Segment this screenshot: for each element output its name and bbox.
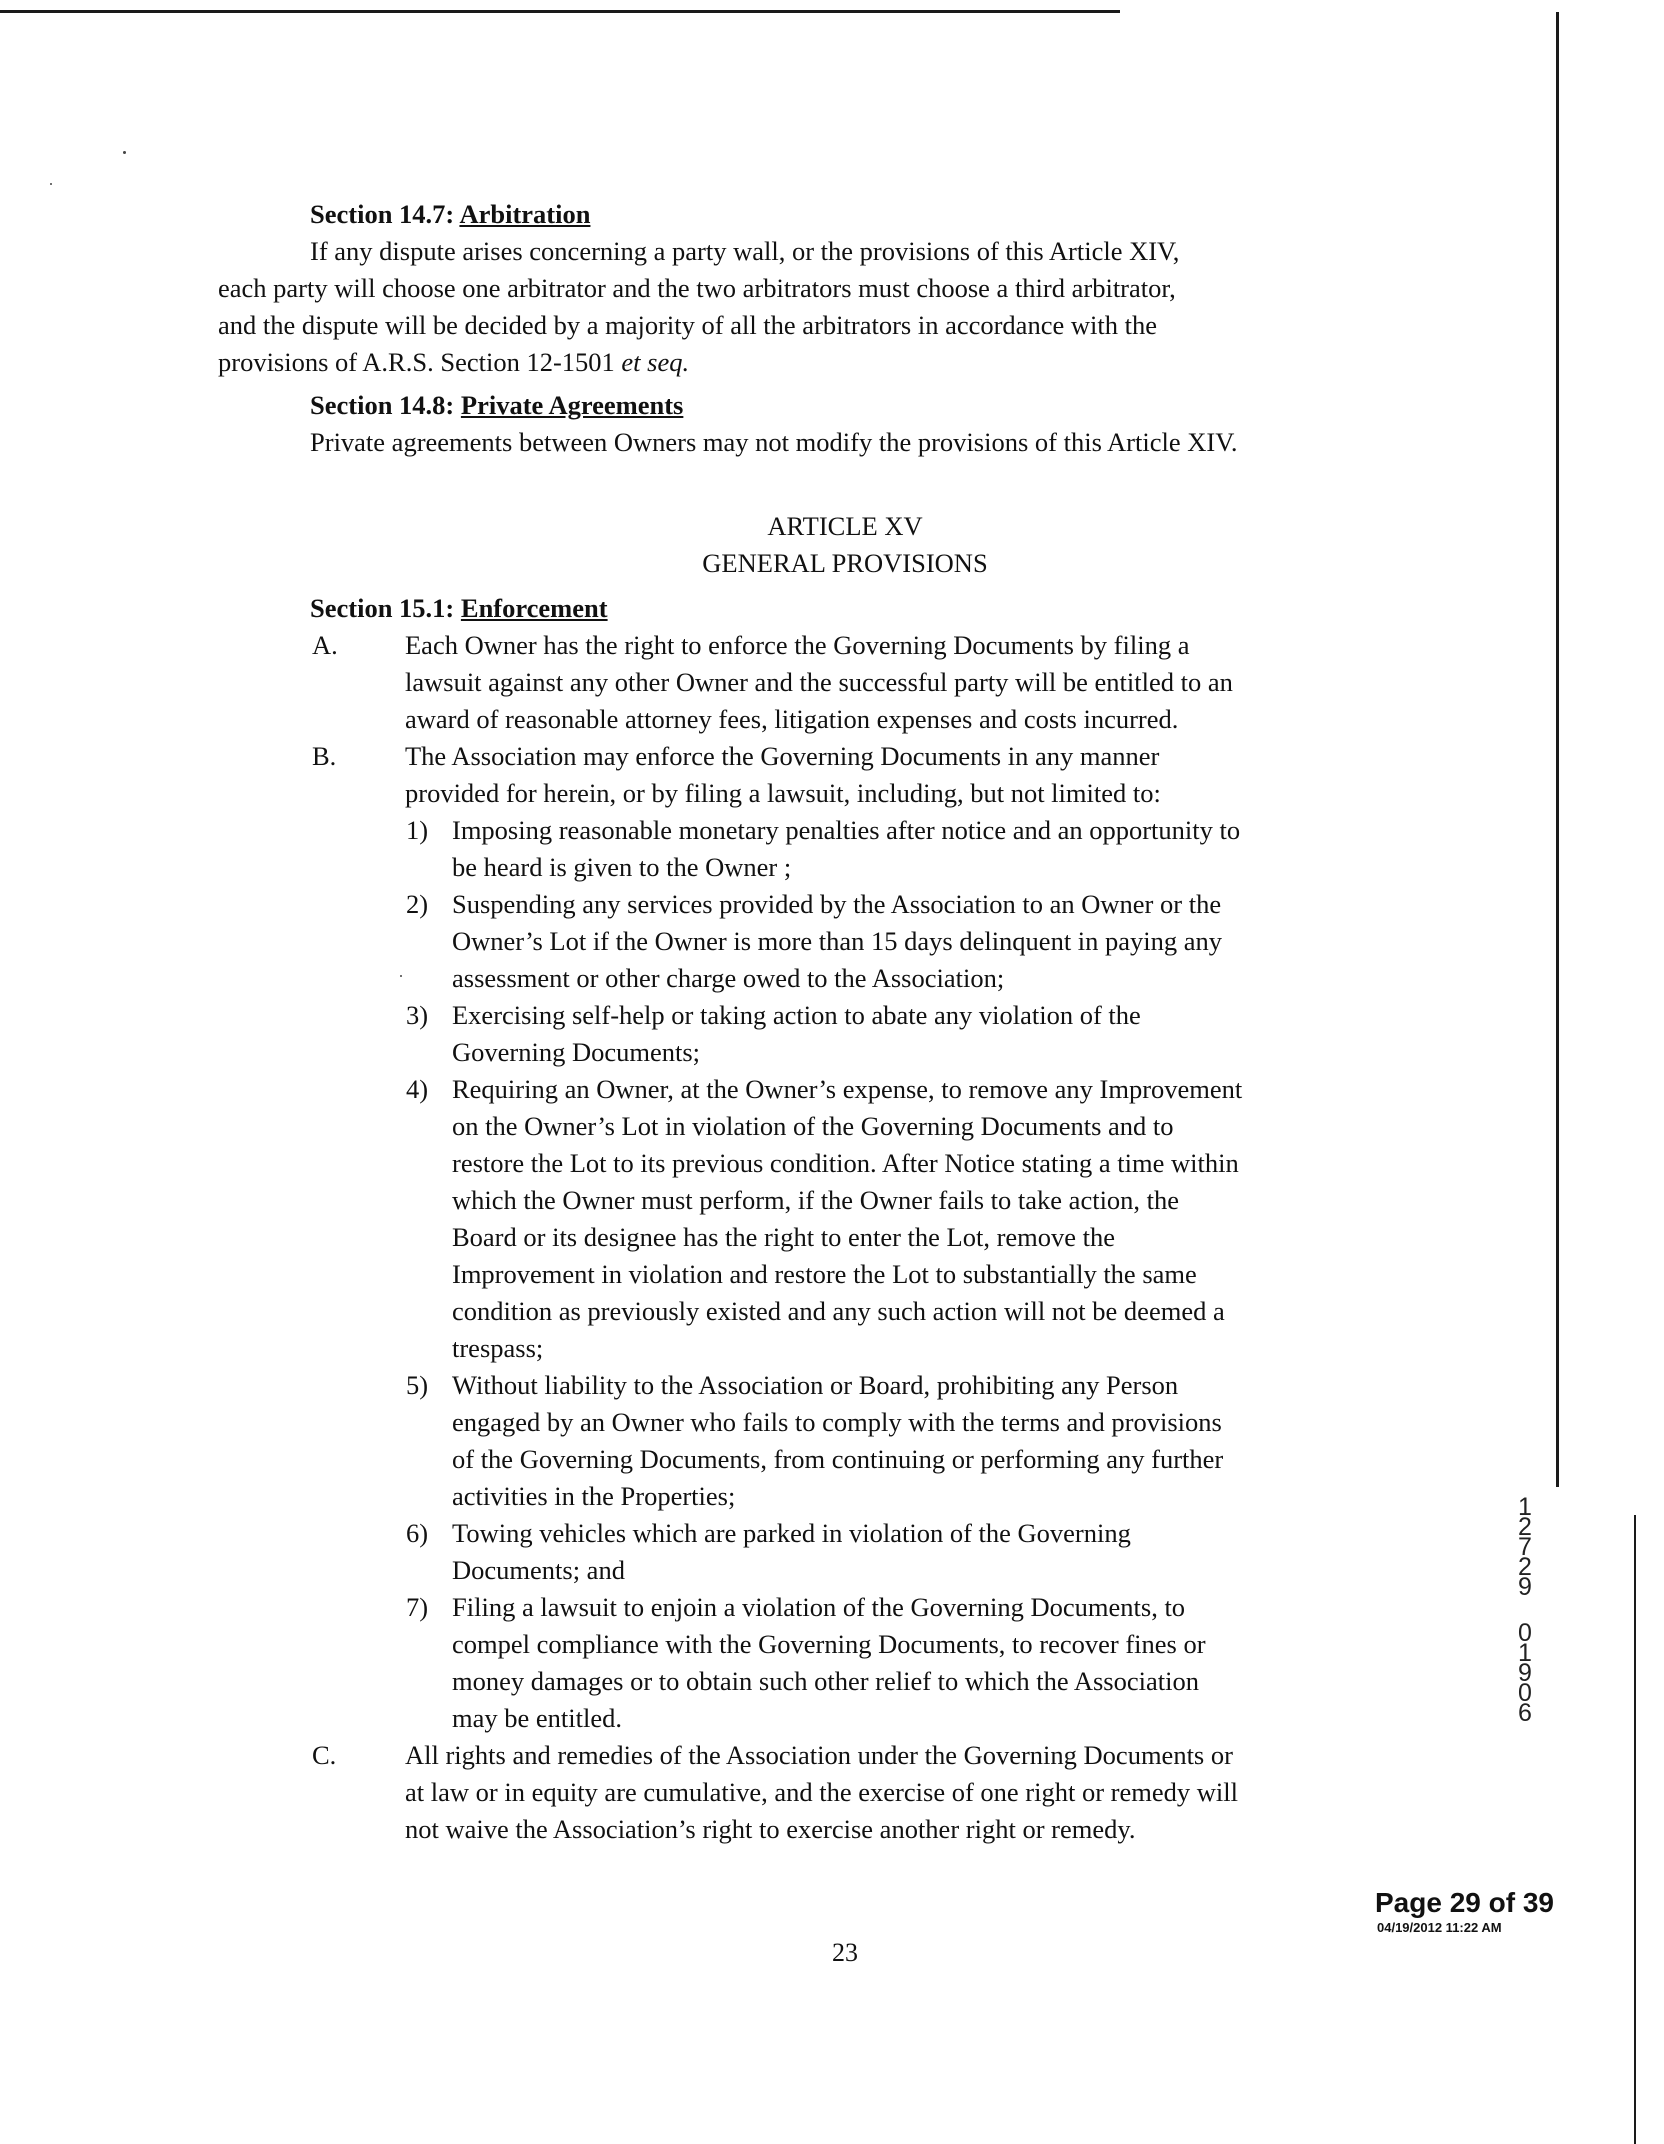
list-item — [452, 1367, 1223, 1515]
list-item-line: Filing a lawsuit to enjoin a violation of the Governing Documents, to — [452, 1592, 1186, 1622]
right-edge-rule — [1556, 12, 1559, 1487]
para-b-text — [405, 738, 1161, 812]
recording-digit: 7 — [1518, 1533, 1532, 1561]
top-rule — [0, 10, 1120, 13]
section-14-7-body-line: and the dispute will be decided by a majority of all the arbitrators in accordance with the — [218, 310, 1157, 340]
list-item-marker: 5) — [406, 1370, 429, 1400]
list-item-line: Towing vehicles which are parked in violation of the Governing — [452, 1518, 1131, 1548]
list-item-line: Board or its designee has the right to enter the Lot, remove the — [452, 1222, 1116, 1252]
recording-digit: 9 — [1518, 1573, 1532, 1601]
para-b-line: The Association may enforce the Governing Documents in any manner — [405, 741, 1160, 771]
recording-digit: 6 — [1518, 1699, 1532, 1727]
section-number: Section 14.7: — [310, 199, 455, 229]
section-14-7-italic-term: et seq. — [621, 347, 690, 377]
para-b-line: provided for herein, or by filing a lawsuit, including, but not limited to: — [405, 778, 1161, 808]
list-item-marker: 2) — [406, 889, 429, 919]
list-item-line: engaged by an Owner who fails to comply with the terms and provisions — [452, 1407, 1222, 1437]
section-title: Enforcement — [460, 593, 608, 623]
list-item-line: Improvement in violation and restore the Lot to substantially the same — [452, 1259, 1197, 1289]
scan-speck — [123, 151, 126, 154]
page-number: 23 — [832, 1938, 858, 1967]
para-a-marker: A. — [312, 630, 338, 660]
scan-speck — [50, 183, 52, 185]
list-item-line: Without liability to the Association or Board, prohibiting any Person — [452, 1370, 1179, 1400]
recording-digit: 0 — [1518, 1619, 1532, 1647]
list-item-line: Documents; and — [452, 1555, 625, 1585]
list-item-marker: 4) — [406, 1074, 429, 1104]
list-item — [452, 1515, 1131, 1589]
section-15-1-heading — [310, 590, 608, 627]
list-item-line: trespass; — [452, 1333, 544, 1363]
article-number: ARTICLE XV — [767, 511, 923, 541]
section-14-7-last-line-text: provisions of A.R.S. Section 12-1501 — [218, 347, 622, 377]
list-item-marker: 3) — [406, 1000, 429, 1030]
list-item-marker: 6) — [406, 1518, 429, 1548]
list-item-line: Governing Documents; — [452, 1037, 701, 1067]
recording-number — [1510, 1493, 1540, 1727]
recording-digit: 9 — [1518, 1659, 1532, 1687]
para-a-text — [405, 627, 1233, 738]
list-item-line: Exercising self-help or taking action to abate any violation of the — [452, 1000, 1141, 1030]
recording-digit: 2 — [1518, 1553, 1532, 1581]
section-title: Private Agreements — [460, 390, 684, 420]
list-item-line: Imposing reasonable monetary penalties after notice and an opportunity to — [452, 815, 1241, 845]
list-item — [452, 1589, 1206, 1737]
recording-digit: 2 — [1518, 1513, 1532, 1541]
list-item-line: Suspending any services provided by the Association to an Owner or the — [452, 889, 1222, 919]
list-item-marker: 1) — [406, 815, 429, 845]
section-14-8-heading — [310, 387, 683, 424]
list-item — [452, 997, 1141, 1071]
list-item-line: money damages or to obtain such other relief to which the Association — [452, 1666, 1199, 1696]
para-c-line: not waive the Association’s right to exercise another right or remedy. — [405, 1814, 1136, 1844]
right-edge-rule-lower — [1634, 1515, 1636, 2144]
para-b-marker: B. — [312, 741, 337, 771]
list-item-line: compel compliance with the Governing Documents, to recover fines or — [452, 1629, 1206, 1659]
section-14-7-heading — [310, 196, 590, 233]
list-item-line: which the Owner must perform, if the Owner fails to take action, the — [452, 1185, 1180, 1215]
list-item-line: Requiring an Owner, at the Owner’s expense, to remove any Improvement — [452, 1074, 1243, 1104]
para-c-marker: C. — [312, 1740, 337, 1770]
list-item-marker: 7) — [406, 1592, 429, 1622]
para-c-line: All rights and remedies of the Association under the Governing Documents or — [405, 1740, 1233, 1770]
list-item-line: be heard is given to the Owner ; — [452, 852, 792, 882]
list-item — [452, 886, 1222, 997]
scan-speck — [400, 975, 402, 977]
para-c-text — [405, 1737, 1238, 1848]
page-count: Page 29 of 39 — [1375, 1887, 1554, 1918]
list-item — [452, 812, 1240, 886]
section-14-8-body: Private agreements between Owners may not modify the provisions of this Article XIV. — [310, 427, 1238, 457]
list-item-line: on the Owner’s Lot in violation of the Governing Documents and to — [452, 1111, 1174, 1141]
para-a-line: Each Owner has the right to enforce the Governing Documents by filing a — [405, 630, 1190, 660]
list-item-line: condition as previously existed and any such action will not be deemed a — [452, 1296, 1225, 1326]
recording-digit: 1 — [1518, 1639, 1532, 1667]
list-item — [452, 1071, 1242, 1367]
article-title: GENERAL PROVISIONS — [702, 548, 988, 578]
list-item-line: assessment or other charge owed to the Association; — [452, 963, 1005, 993]
list-item-line: of the Governing Documents, from continuing or performing any further — [452, 1444, 1224, 1474]
timestamp: 04/19/2012 11:22 AM — [1377, 1920, 1502, 1935]
section-number: Section 15.1: — [310, 593, 455, 623]
list-item-line: may be entitled. — [452, 1703, 622, 1733]
section-number: Section 14.8: — [310, 390, 455, 420]
list-item-line: activities in the Properties; — [452, 1481, 736, 1511]
recording-digit: 0 — [1518, 1679, 1532, 1707]
para-a-line: lawsuit against any other Owner and the successful party will be entitled to an — [405, 667, 1233, 697]
para-a-line: award of reasonable attorney fees, litigation expenses and costs incurred. — [405, 704, 1179, 734]
section-14-7-body-line: If any dispute arises concerning a party wall, or the provisions of this Article XIV, — [310, 236, 1180, 266]
list-item-line: restore the Lot to its previous condition. After Notice stating a time within — [452, 1148, 1239, 1178]
recording-digit: 1 — [1518, 1493, 1532, 1521]
section-14-7-body-line: each party will choose one arbitrator and the two arbitrators must choose a third arbitrator, — [218, 273, 1176, 303]
para-c-line: at law or in equity are cumulative, and the exercise of one right or remedy will — [405, 1777, 1238, 1807]
list-item-line: Owner’s Lot if the Owner is more than 15 days delinquent in paying any — [452, 926, 1223, 956]
section-14-7-body-line — [218, 344, 689, 381]
section-title: Arbitration — [459, 199, 591, 229]
